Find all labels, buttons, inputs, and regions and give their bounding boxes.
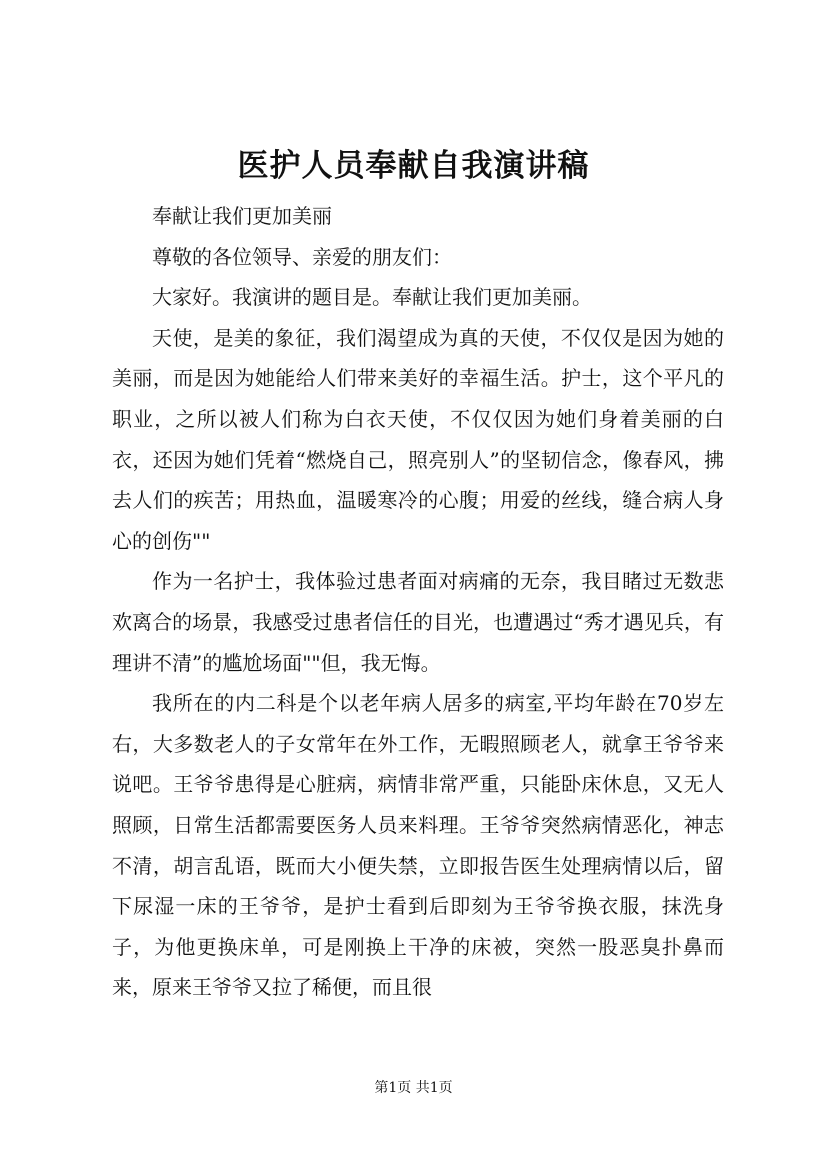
paragraph-salutation: 尊敬的各位领导、亲爱的朋友们： bbox=[152, 244, 452, 269]
document-body bbox=[112, 196, 724, 1008]
paragraph-angel: 天使，是美的象征，我们渴望成为真的天使，不仅仅是因为她的美丽，而是因为她能给人们带来美好的幸福生活。护士，这个平凡的职业，之所以被人们称为白衣天使，不仅仅因为她们身着美丽的白衣，还因为她们凭着“燃烧自己，照亮别人”的坚韧信念，像春风，拂去人们的疾苦；用热血，温暖寒冷的心腹；用爱的丝线，缝合病人身心的创伤"" bbox=[112, 325, 724, 553]
page-footer: 第1页 共1页 bbox=[374, 1080, 453, 1096]
document-title: 医护人员奉献自我演讲稿 bbox=[237, 148, 590, 184]
paragraph-subtitle: 奉献让我们更加美丽 bbox=[152, 204, 332, 228]
paragraph-ward-story: 我所在的内二科是个以老年病人居多的病室,平均年龄在70岁左右，大多数老人的子女常年在外工作，无暇照顾老人，就拿王爷爷来说吧。王爷爷患得是心脏病，病情非常严重，只能卧床休息，又无人照顾，日常生活都需要医务人员来料理。王爷爷突然病情恶化，神志不清，胡言乱语，既而大小便失禁，立即报告医生处理病情以后，留下尿湿一床的王爷爷，是护士看到后即刻为王爷爷换衣服，抹洗身子，为他更换床单，可是刚换上干净的床被，突然一股恶臭扑鼻而来，原来王爷爷又拉了稀便，而且很 bbox=[112, 691, 724, 1000]
paragraph-nurse-experience: 作为一名护士，我体验过患者面对病痛的无奈，我目睹过无数悲欢离合的场景，我感受过患者信任的目光，也遭遇过“秀才遇见兵，有理讲不清”的尴尬场面""但，我无悔。 bbox=[112, 569, 724, 675]
paragraph-greeting: 大家好。我演讲的题目是。奉献让我们更加美丽。 bbox=[152, 285, 592, 310]
